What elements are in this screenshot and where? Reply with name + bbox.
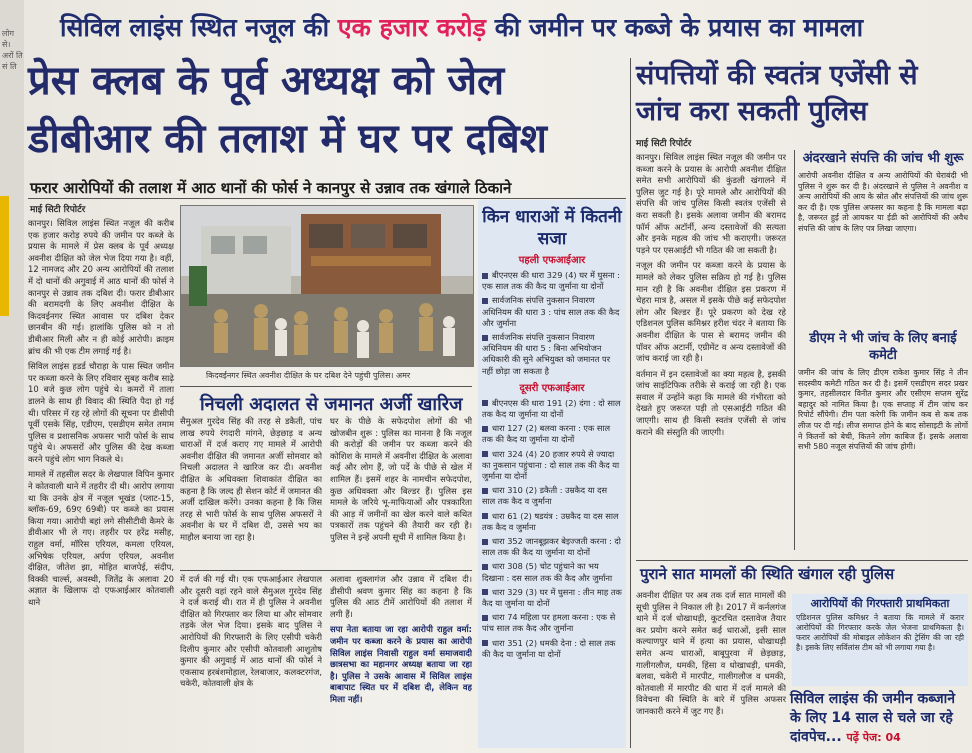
section-item-text: सार्वजनिक संपत्ति नुकसान निवारण अधिनियम की धारा 5 : बिना अभियोजन अधिकारी की सुने अभियुक्त को जमानत पर नहीं छोड़ा जा सकता है bbox=[482, 332, 611, 376]
kicker-headline bbox=[60, 10, 930, 44]
section-item bbox=[482, 332, 622, 377]
section-rule bbox=[636, 560, 968, 561]
bail-column-2: घर के पीछे के सफेदपोश लोगों की भी खोजबीन शुरू : पुलिस का मानना है कि नजूल की करोड़ों की जमीन पर कब्जा करने की कोशिश के मामले में अवनीश दीक्षित के अलावा कई और लोग हैं, जो पर्दे के पीछे से खेल में शामिल हैं। इसमें शहर के नामचीन सफेदपोश, कुछ अधिवक्ता और बिल्डर हैं। पुलिस इस मामले के जरिये भू-माफियाओं और पत्रकारिता की आड़ में जमीनों का खेल करने वाले कथित पत्रकारों तक पहुंचने की तैयारी कर रही है। पुलिस ने इन्हें अपनी सूची में शामिल किया है। bbox=[330, 416, 472, 542]
yellow-edge-marker bbox=[0, 196, 9, 316]
dm-committee-box bbox=[798, 330, 968, 550]
main-headline: प्रेस क्लब के पूर्व अध्यक्ष को जेल डीबीआर की तलाश में घर पर दबिश bbox=[28, 58, 547, 162]
section-item bbox=[482, 449, 622, 483]
arrest-priority-title: आरोपियों की गिरफ्तारी प्राथमिकता bbox=[810, 597, 950, 610]
property-probe-title: अंदरखाने संपत्ति की जांच भी शुरू bbox=[802, 151, 964, 166]
section-rule bbox=[180, 386, 472, 387]
square-bullet-icon bbox=[482, 564, 488, 570]
section-rule bbox=[180, 570, 472, 571]
square-bullet-icon bbox=[482, 615, 488, 621]
section-item bbox=[482, 398, 622, 420]
section-item-text: बीएनएस की धारा 191 (2) दंगा : दो साल तक कैद या जुर्माना या दोनों bbox=[482, 397, 621, 420]
right-byline: माई सिटी रिपोर्टर bbox=[636, 139, 692, 149]
sections-box-title: किन धाराओं में कितनी सजा bbox=[482, 207, 622, 249]
square-bullet-icon bbox=[482, 513, 488, 519]
section-item bbox=[482, 270, 622, 292]
right-headline: संपत्तियों की स्वतंत्र एजेंसी से जांच करा सकती पुलिस bbox=[636, 60, 918, 127]
section-item bbox=[482, 638, 622, 660]
adjacent-page-fragment: लोग से। अरों ति सं ति bbox=[2, 29, 23, 71]
section-item-text: धारा 127 (2) बलवा करना : एक साल तक की कैद या जुर्माना या दोनों bbox=[482, 423, 611, 445]
second-fir-list bbox=[478, 398, 626, 660]
first-fir-list bbox=[478, 270, 626, 377]
paragraph: सपा नेता बताया जा रहा आरोपी राहुल वर्मा: जमीन पर कब्जा करने के प्रयास का आरोपी सिविल लाइंस निवासी राहुल वर्मा समाजवादी छात्रसभा का महानगर अध्यक्ष बताया जा रहा है। पुलिस ने उसके आवास में सिविल लाइंस बाबापाट स्थित घर में दबिश दी, लेकिन वह मिला नहीं। bbox=[330, 624, 472, 704]
section-item bbox=[482, 587, 622, 609]
old-cases-headline: पुराने सात मामलों की स्थिति खंगाल रही पुलिस bbox=[640, 565, 895, 583]
section-item-text: धारा 61 (2) षडयंत्र : उम्रकैद या दस साल तक कैद व जुर्माना bbox=[482, 510, 619, 532]
news-photo bbox=[180, 205, 474, 367]
footer-page-reference: पढ़ें पेज: 04 bbox=[846, 731, 901, 744]
paragraph: कानपुर। सिविल लाइंस स्थित नजूल की जमीन पर कब्जा करने के प्रयास के आरोपी अवनीश दीक्षित समेत सभी आरोपियों की कुंडली खंगालने में पुलिस जुट गई है। पूरे मामले और आरोपियों की संपत्ति की जांच पुलिस किसी स्वतंत्र एजेंसी से करा सकती है। इसके अलावा जमीन की बरामद फॉर्म ऑफ अटॉर्नी, अन्य दस्तावेजों की सत्यता और इनके महत्व की जांच भी कराएगी। जरूरत पड़ने पर एसआईटी भी गठित की जा सकती है। bbox=[636, 152, 786, 255]
square-bullet-icon bbox=[482, 640, 488, 646]
dm-committee-text: जमीन की जांच के लिए डीएम राकेश कुमार सिंह ने तीन सदस्यीय कमेटी गठित कर दी है। इसमें एसडीएम सदर प्रखर कुमार, तहसीलदार विनीत कुमार और एसीएम सप्तम सुरेंद्र बहादुर को नामित किया है। एक सप्ताह में टीम जांच कर रिपोर्ट सौंपेगी। टीम पता करेगी कि जमीन कब से कब तक लीज पर दी गई। लीज समाप्त होने के बाद सोसाइटी के लोगों ने कितनों को बेची, कितने लोग काबिज हैं। इसके अलावा सभी 580 नजूल संपत्तियों की जांच होगी। bbox=[798, 368, 968, 452]
section-item bbox=[482, 612, 622, 634]
paragraph: नजूल की जमीन पर कब्जा करने के प्रयास के मामले को लेकर पुलिस सक्रिय हो गई है। पुलिस मान रही है कि अवनीश दीक्षित इस प्रकरण में चेहरा मात्र है, असल में इसके पीछे कई सफेदपोश लोग और बिल्डर हैं। पूरे प्रकरण को देख रहे एडिशनल पुलिस कमिश्नर हरीश चंदर ने बताया कि अवनीश दीक्षित के पास से बरामद जमीन की पॉवर ऑफ अटार्नी, एग्रीमेंट व अन्य दस्तावेजों की जांच कराई जा रही है। bbox=[636, 260, 786, 364]
section-item bbox=[482, 295, 622, 329]
bail-column-1: सैमुअल गुरदेव सिंह की तरह से डकैती, पांच लाख रुपये रंगदारी मांगने, छेड़छाड़ व अन्य धाराओं में दर्ज कराए गए मामले में आरोपी अवनीश दीक्षित की जमानत अर्जी सोमवार को निचली अदालत ने खारिज कर दी। अवनीश दीक्षित के अधिवक्ता शिवाकांत दीक्षित का कहना है कि जल्द ही सेशन कोर्ट में जमानत की अर्जी दाखिल करेंगे। उनका कहना है कि जिस तरह से भारी फोर्स के साथ पुलिस अफसरों ने अवनीश के घर में दबिश दी, उससे भय का माहौल बनाया जा रहा है। bbox=[180, 416, 322, 542]
second-fir-label: दूसरी एफआईआर bbox=[519, 382, 585, 394]
property-probe-text: आरोपी अवनीश दीक्षित व अन्य आरोपियों की घेराबंदी भी पुलिस ने शुरू कर दी है। अंदरखाने से पुलिस ने अवनीश व अन्य आरोपियों की आय के स्रोत और संपत्तियों की जांच शुरू कर दी है। एक पुलिस अफसर का कहना है कि मामला बढ़ा है, जरूरत हुई तो आयकर या ईडी को आरोपियों की अवैध संपत्ति की जांच के लिए पत्र लिखा जाएगा। bbox=[798, 171, 968, 233]
arrest-priority-text: एडिशनल पुलिस कमिश्नर ने बताया कि मामले में करार आरोपियों की गिरफ्तार करके जेल भेजना प्राथमिकता है। फरार आरोपियों की मोबाइल लोकेशन की ट्रेसिंग की जा रही है। इसके लिए सर्विलांस टीम को भी लगाया गया है। bbox=[796, 613, 964, 652]
section-item-text: धारा 324 (4) 20 हजार रुपये से ज्यादा का नुकसान पहुंचाना : दो साल तक की कैद या जुर्माना या दोनों bbox=[482, 448, 620, 482]
paragraph: कानपुर। सिविल लाइंस स्थित नजूल की करीब एक हजार करोड़ रुपये की जमीन पर कब्जे के प्रयास के मामले में प्रेस क्लब के पूर्व अध्यक्ष अवनीश दीक्षित को जेल भेज दिया गया है। वहीं, 12 नामजद और 20 अन्य आरोपियों की तलाश में दो थानों की अगुवाई में आठ थानों की फोर्स ने कानपुर से उन्नाव तक दबिश दी। फरार डीबीआर की बरामदगी के लिए अवनीश दीक्षित के किदवईनगर स्थित आवास पर दबिश देकर छानबीन की गई। हालांकि पुलिस को न तो डीबीआर मिली और न ही कोई आरोपी। क्राइम ब्रांच की भी एक टीम लगाई गई है। bbox=[28, 218, 174, 356]
square-bullet-icon bbox=[482, 488, 488, 494]
section-item-text: धारा 352 जानबूझकर बेइज्जती करना : दो साल तक की कैद या जुर्माना या दोनों bbox=[482, 536, 621, 558]
footer-teaser-text: सिविल लाइंस की जमीन कब्जाने के लिए 14 साल से चले जा रहे दांवपेच... bbox=[790, 691, 956, 745]
bail-rejected-headline: निचली अदालत से जमानत अर्जी खारिज bbox=[200, 394, 463, 415]
square-bullet-icon bbox=[482, 273, 488, 279]
left-margin-strip bbox=[0, 0, 24, 753]
section-item-text: धारा 74 महिला पर हमला करना : एक से पांच साल तक कैद और जुर्माना bbox=[482, 612, 616, 634]
property-probe-box bbox=[798, 150, 968, 325]
paragraph: अलावा शुक्लागंज और उन्नाव में दबिश दी। डीसीपी श्रवण कुमार सिंह का कहना है कि पुलिस की आठ टीमें आरोपियों की तलाश में लगी हैं। bbox=[330, 574, 472, 619]
section-item-text: सार्वजनिक संपत्ति नुकसान निवारण अधिनियम की धारा 3 : पांच साल तक की कैद और जुर्माना bbox=[482, 295, 620, 328]
section-item bbox=[482, 561, 622, 583]
kicker-highlight: एक हजार करोड़ bbox=[337, 13, 487, 42]
section-item-text: धारा 308 (5) चोट पहुंचाने का भय दिखाना : दस साल तक की कैद और जुर्माना bbox=[482, 561, 613, 583]
subheadline: फरार आरोपियों की तलाश में आठ थानों की फोर्स ने कानपुर से उन्नाव तक खंगाले ठिकाने bbox=[30, 179, 512, 197]
section-item bbox=[482, 511, 622, 533]
lower-column-2 bbox=[330, 574, 472, 748]
section-item bbox=[482, 485, 622, 507]
kicker-part1: सिविल लाइंस स्थित नजूल की bbox=[60, 13, 338, 42]
subheadline-rule bbox=[28, 198, 626, 199]
footer-teaser bbox=[790, 690, 970, 747]
square-bullet-icon bbox=[482, 400, 488, 406]
first-fir-label: पहली एफआईआर bbox=[518, 255, 586, 266]
right-column-1 bbox=[636, 152, 786, 552]
square-bullet-icon bbox=[482, 539, 488, 545]
section-item bbox=[482, 536, 622, 558]
column-divider bbox=[794, 150, 795, 550]
square-bullet-icon bbox=[482, 335, 488, 341]
section-item-text: बीएनएस की धारा 329 (4) घर में घुसना : एक साल तक की कैद या जुर्माना या दोनों bbox=[482, 270, 620, 292]
section-item-text: धारा 351 (2) धमकी देना : दो साल तक की कैद या जुर्माना या दोनों bbox=[482, 637, 616, 659]
square-bullet-icon bbox=[482, 298, 488, 304]
paragraph: वर्तमान में इन दस्तावेजों का क्या महत्व है, इसकी जांच साइंटिफिक तरीके से कराई जा रही है। एक सवाल में उन्होंने कहा कि मामले की गंभीरता को देखते हुए जरूरत पड़ी तो एसआईटी गठित की जाएगी। साथ ही किसी स्वतंत्र एजेंसी से जांच कराने की संस्तुति की जाएगी। bbox=[636, 368, 786, 437]
section-item-text: धारा 310 (2) डकैती : उम्रकैद या दस साल तक कैद व जुर्माना bbox=[482, 485, 608, 507]
kicker-part2: की जमीन पर कब्जे के प्रयास का मामला bbox=[486, 13, 864, 42]
article-column-1 bbox=[28, 218, 174, 748]
section-item bbox=[482, 423, 622, 445]
photo-caption: किदवईनगर स्थित अवनीश दीक्षित के घर दबिश देने पहुंची पुलिस। अमर bbox=[206, 371, 411, 380]
police-raid-photo bbox=[181, 206, 473, 366]
square-bullet-icon bbox=[482, 589, 488, 595]
sections-box bbox=[478, 200, 626, 748]
dm-committee-title: डीएम ने भी जांच के लिए बनाई कमेटी bbox=[809, 331, 957, 363]
main-byline: माई सिटी रिपोर्टर bbox=[30, 205, 86, 215]
section-item-text: धारा 329 (3) घर में घुसना : तीन माह तक कैद या जुर्माना या दोनों bbox=[482, 586, 622, 609]
arrest-priority-box bbox=[792, 594, 968, 686]
square-bullet-icon bbox=[482, 451, 488, 457]
square-bullet-icon bbox=[482, 426, 488, 432]
old-cases-text: अवनीश दीक्षित पर अब तक दर्ज सात मामलों की सूची पुलिस ने निकाल ली है। 2017 में कर्नलगंज थाने में दर्ज धोखाधड़ी, कूटरचित दस्तावेज तैयार कर प्रयोग करने समेत कई धाराओं, इसी साल कल्याणपुर थाने में हत्या का प्रयास, धोखाधड़ी समेत अन्य धाराओं, बाबूपुरवा में छेड़छाड़, गालीगलौज, धमकी, हिंसा व धोखाधड़ी, धमकी, बलवा, चकेरी में मारपीट, गालीगलौज व धमकी, कोतवाली में मारपीट की धारा में दर्ज मामले की विवेचना की स्थिति के बारे में पुलिस अफसर जानकारी करने में जुट गए हैं। bbox=[636, 590, 786, 716]
paragraph: मामले में तहसील सदर के लेखपाल विपिन कुमार ने कोतवाली थाने में तहरीर दी थी। आरोप लगाया था कि उनके क्षेत्र में नजूल भूखंड (प्लाट-15, ब्लॉक-69, 69ए 69बी) पर कब्जे का प्रयास किया गया। आरोपी बहां लगे सीसीटीवी कैमरे के डीवीआर भी ले गए। तहरीर पर हरेंद्र मसीह, राहुल वर्मा, मॉरिस एरियल, कमला एरियल, अभिषेक एरियल, अर्पण एरियल, अवनीश दीक्षित, जीतेश झा, मोहित बाजपेई, संदीप, विक्की चार्ल्स, अवस्थी, जितेंद्र के अलावा 20 अज्ञात के खिलाफ दो एफआईआर कोतवाली थाने bbox=[28, 469, 174, 607]
paragraph: सिविल लाइंस हडर्ड चौराहा के पास स्थित जमीन पर कब्जा करने के लिए रविवार सुबह करीब साढ़े 10 बजे कुछ लोग पहुंचे थे। कमरों में ताला डालने के साथ ही विवाद की स्थिति पैदा हो गई थी। परिसर में रह रहे लोगों की सूचना पर डीसीपी पूर्वी एसके सिंह, एडीएम, एसडीएम समेत तमाम पुलिस व प्रशासनिक अफसर भारी फोर्स के साथ पहुंचे थे। अफसरों और पुलिस की देख कब्जा करने पहुंचे लोग भाग निकले थे। bbox=[28, 361, 174, 464]
lower-column-1: में दर्ज की गई थी। एक एफआईआर लेखपाल और दूसरी वहां रहने वाले सैमुअल गुरदेव सिंह ने दर्ज कराई थी। रात में ही पुलिस ने अवनीश दीक्षित को गिरफ्तार कर लिया था और सोमवार तड़के जेल भेज दिया। इसके बाद पुलिस ने आरोपियों की गिरफ्तारी के लिए एसीपी चकेरी दिलीप कुमार और एसीपी कोतवाली आशुतोष कुमार की अगुवाई में आठ थानों की फोर्स ने एकसाथ हरबंशमोहाल, रेलबाजार, कलक्टरगंज, चकेरी, कोतवाली क्षेत्र के bbox=[180, 574, 322, 689]
column-divider bbox=[630, 58, 631, 748]
